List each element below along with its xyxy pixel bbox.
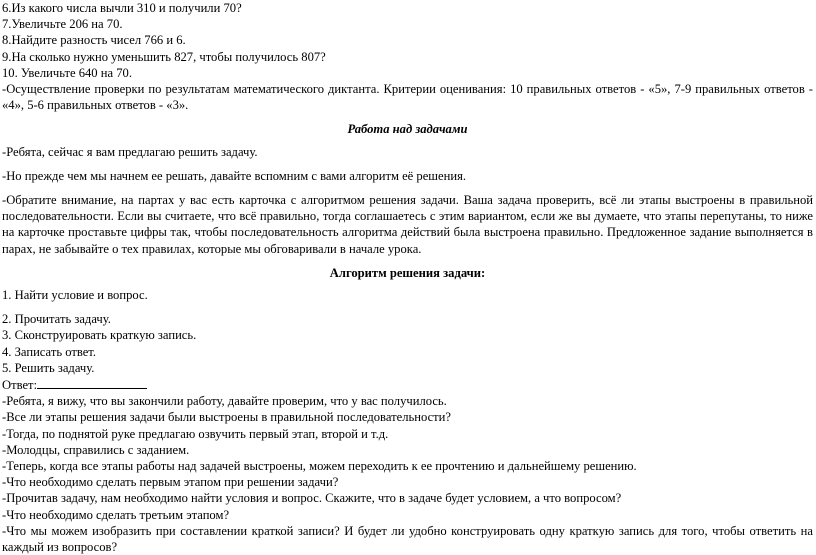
task-9: 9.На сколько нужно уменьшить 827, чтобы получилось 807?: [2, 49, 326, 64]
paragraph-2: -Но прежде чем мы начнем ее решать, давайте вспомним с вами алгоритм её решения.: [2, 168, 467, 183]
task-8: 8.Найдите разность чисел 766 и 6.: [2, 33, 186, 48]
algorithm-step-3: 3. Сконструировать краткую запись.: [2, 328, 197, 343]
answer-label: Ответ:: [2, 378, 38, 393]
task-10: 10. Увеличьте 640 на 70.: [2, 65, 132, 80]
dialogue-5: -Теперь, когда все этапы работы над задачей выстроены, можем переходить к ее прочтению и дальнейшему решению.: [2, 459, 637, 474]
dialogue-3: -Тогда, по поднятой руке предлагаю озвучить первый этап, второй и т.д.: [2, 426, 389, 441]
criteria-paragraph: -Осуществление проверки по результатам математического диктанта. Критерии оценивания: 10 правильных ответов - «5», 7-9 правильных ответов - «4», 5-6 правильных ответов - «3».: [2, 82, 813, 113]
task-7: 7.Увеличьте 206 на 70.: [2, 17, 123, 32]
answer-line: [2, 376, 813, 393]
dialogue-2: -Все ли этапы решения задачи были выстроены в правильной последовательности?: [2, 410, 451, 425]
algorithm-step-1: 1. Найти условие и вопрос.: [2, 288, 148, 303]
final-question: -Что мы можем изобразить при составлении краткой записи? И будет ли удобно конструировать одну краткую запись для того, чтобы ответить на каждый из вопросов?: [2, 523, 813, 555]
section-title: Работа над задачами: [347, 122, 468, 137]
dialogue-6: -Что необходимо сделать первым этапом при решении задачи?: [2, 475, 339, 490]
dialogue-8: -Что необходимо сделать третьим этапом?: [2, 507, 230, 522]
algorithm-step-5: 5. Решить задачу.: [2, 360, 95, 375]
dialogue-4: -Молодцы, справились с заданием.: [2, 442, 190, 457]
dialogue-1: -Ребята, я вижу, что вы закончили работу, давайте проверим, что у вас получилось.: [2, 394, 447, 409]
algorithm-step-2: 2. Прочитать задачу.: [2, 312, 111, 327]
algorithm-title: Алгоритм решения задачи:: [329, 265, 486, 280]
algorithm-step-4: 4. Записать ответ.: [2, 344, 97, 359]
paragraph-1: -Ребята, сейчас я вам предлагаю решить задачу.: [2, 144, 258, 159]
dialogue-7: -Прочитав задачу, нам необходимо найти условия и вопрос. Скажите, что в задаче будет условием, а что вопросом?: [2, 491, 622, 506]
task-6: 6.Из какого числа вычли 310 и получили 70?: [2, 1, 242, 15]
answer-blank: [37, 376, 147, 389]
paragraph-3: -Обратите внимание, на партах у вас есть карточка с алгоритмом решения задачи. Ваша задача проверить, всё ли этапы выстроены в правильной последовательности. Если вы считаете, что всё правильно, тогда соглашаетесь с этим вариантом, если же вы думаете, что этапы перепутаны, то ниже на карточке проставьте цифры так, чтобы последовательность алгоритма действий была выстроена правильно. Предложенное задание выполняется в парах, не забывайте о тех правилах, которые мы обговаривали в начале урока.: [2, 193, 813, 256]
